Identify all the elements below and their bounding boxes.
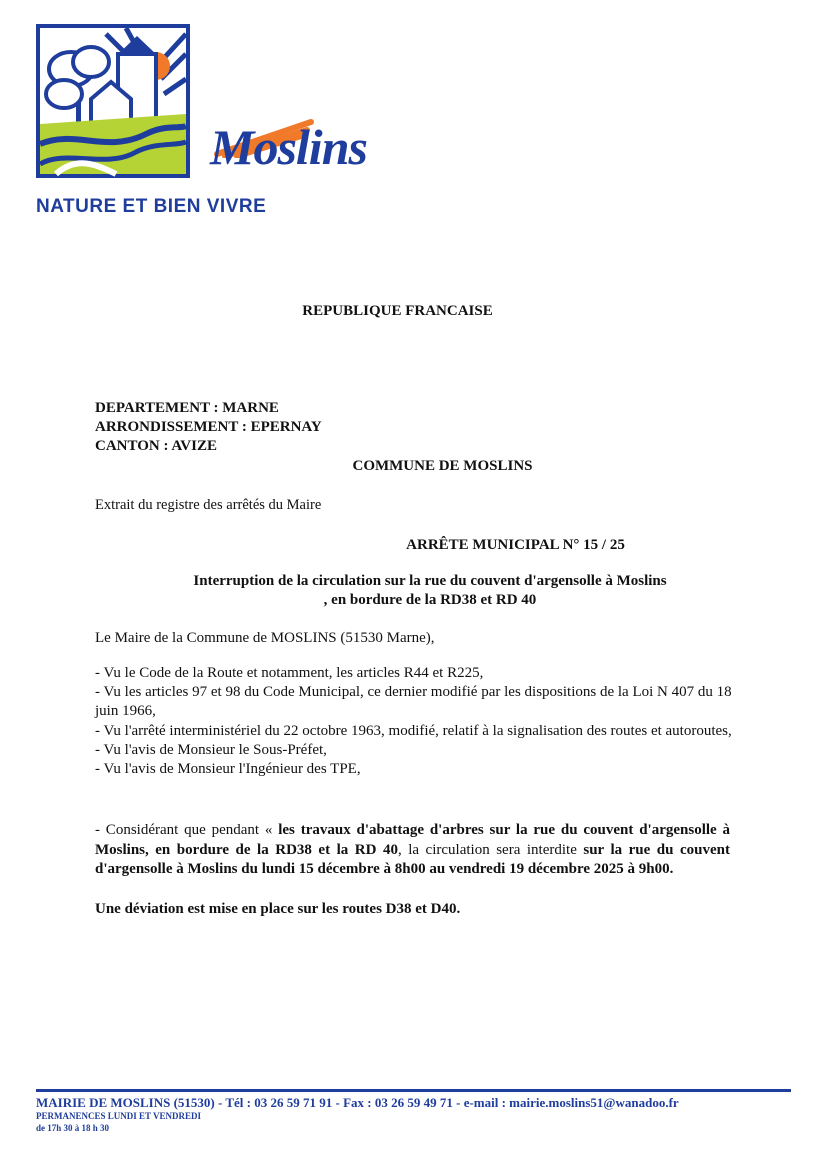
extrait-line: Extrait du registre des arrêtés du Maire [95,497,322,513]
moslins-logo [36,24,206,194]
brand-slogan: NATURE ET BIEN VIVRE [36,196,267,217]
permanences-label: PERMANENCES LUNDI ET VENDREDI [36,1111,201,1121]
list-item: - Vu l'arrêté interministériel du 22 octobre 1963, modifié, relatif à la signalisation des routes et autoroutes, [95,722,732,739]
departement-line: DEPARTEMENT : MARNE [95,400,279,416]
arrete-subject [95,572,765,610]
footer-tel: - Tél : 03 26 59 71 91 [214,1095,333,1110]
footer-mairie: MAIRIE DE MOSLINS (51530) [36,1095,215,1110]
footer-fax: - Fax : 03 26 59 49 71 [332,1095,453,1110]
intro-line: Le Maire de la Commune de MOSLINS (51530 Marne), [95,630,435,646]
arrondissement-line: ARRONDISSEMENT : EPERNAY [95,419,322,435]
deviation-line: Une déviation est mise en place sur les routes D38 et D40. [95,901,461,917]
canton-line: CANTON : AVIZE [95,438,217,454]
considerant-part-1: - Considérant que pendant « [95,822,279,838]
footer-permanences [36,1110,201,1134]
logo-artwork-icon [36,24,206,189]
permanences-hours: de 17h 30 à 18 h 30 [36,1123,110,1133]
arrete-number: ARRÊTE MUNICIPAL N° 15 / 25 [406,537,625,553]
subject-line-2: , en bordure de la RD38 et RD 40 [323,592,537,608]
list-item: - Vu l'avis de Monsieur l'Ingénieur des TPE, [95,761,361,778]
list-item: - Vu l'avis de Monsieur le Sous-Préfet, [95,741,327,758]
commune-title: COMMUNE DE MOSLINS [352,458,533,474]
subject-line-1: Interruption de la circulation sur la rue du couvent d'argensolle à Moslins [193,573,667,589]
considerant-part-4: sur la rue du couvent d'argensolle à Moslins du lundi 15 décembre à 8h00 au vendredi 19 décembre 2025 à 9h00. [95,841,731,877]
considerant-part-2: les travaux d'abattage d'arbres sur la rue du couvent d'argensolle à Moslins, en bordure de la RD38 et la RD 40 [95,822,731,858]
vu-list [95,664,735,779]
republique-title: REPUBLIQUE FRANCAISE [302,303,493,319]
considerant-part-3: , la circulation sera interdite [397,841,584,858]
footer-email[interactable]: - e-mail : mairie.moslins51@wanadoo.fr [452,1095,679,1110]
footer-divider [36,1089,791,1092]
footer-contact [36,1095,679,1111]
brand-name: Moslins [210,119,367,175]
list-item: - Vu le Code de la Route et notamment, les articles R44 et R225, [95,665,484,681]
list-item: - Vu les articles 97 et 98 du Code Municipal, ce dernier modifié par les dispositions de la Loi N 407 du 18 juin 1966, [95,684,732,720]
considerant-paragraph [95,821,730,880]
